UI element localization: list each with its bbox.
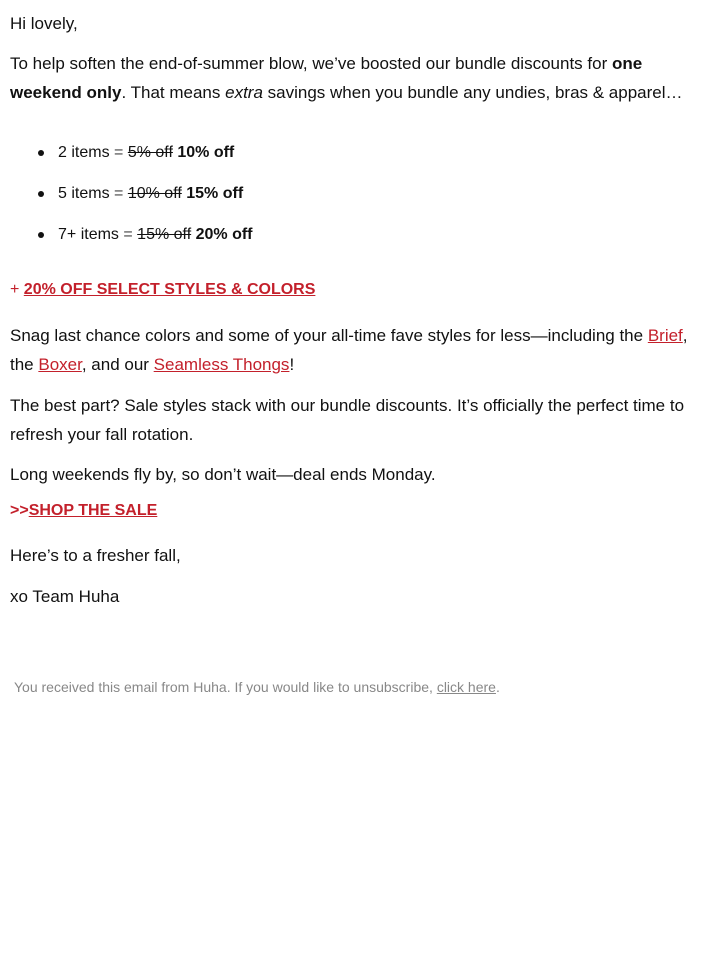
greeting: Hi lovely,: [10, 14, 78, 33]
intro-paragraph: [10, 49, 700, 107]
signoff: xo Team Huha: [10, 587, 120, 606]
bundle-list: [38, 138, 253, 261]
bundle-old-discount: 10% off: [127, 185, 182, 202]
shop-prefix: >>: [10, 502, 29, 519]
bundle-eq: =: [114, 185, 124, 202]
shop-the-sale: [10, 502, 157, 520]
snag-text: Snag last chance colors and some of your all-time fave styles for less—including the: [10, 326, 648, 345]
intro-text: . That means: [121, 83, 226, 102]
intro-italic: extra: [225, 83, 263, 102]
bundle-eq: =: [123, 226, 133, 243]
snag-text: !: [289, 355, 295, 374]
bundle-new-discount: 10% off: [177, 144, 235, 161]
boxer-link[interactable]: Boxer: [38, 355, 82, 374]
bundle-items: 7+ items: [58, 226, 119, 243]
list-item: [38, 220, 253, 261]
bundle-new-discount: 20% off: [195, 226, 253, 243]
bundle-old-discount: 15% off: [137, 226, 192, 243]
bundle-items: 2 items: [58, 144, 110, 161]
bundle-eq: =: [114, 144, 124, 161]
snag-text: , the: [10, 326, 688, 374]
footer-text: You received this email from Huha. If you would like to unsubscribe,: [14, 679, 437, 695]
footer-end: .: [495, 679, 500, 695]
promo-link[interactable]: 20% OFF SELECT STYLES & COLORS: [23, 281, 316, 298]
brief-link[interactable]: Brief: [647, 326, 683, 345]
promo-heading: [10, 281, 315, 299]
intro-text: savings when you bundle any undies, bras & apparel…: [262, 83, 683, 102]
list-item: [38, 179, 253, 220]
promo-plus: +: [10, 281, 24, 298]
unsubscribe-footer: [14, 679, 500, 695]
best-part-paragraph: The best part? Sale styles stack with our bundle discounts. It’s officially the perfect time to refresh your fall rotation.: [10, 396, 685, 444]
seamless-thongs-link[interactable]: Seamless Thongs: [153, 355, 290, 374]
intro-bold: one weekend only: [10, 54, 643, 102]
snag-text: , and our: [81, 355, 154, 374]
closing-line: Here’s to a fresher fall,: [10, 546, 181, 565]
unsubscribe-link[interactable]: click here: [436, 679, 496, 695]
list-item: [38, 138, 253, 179]
bundle-new-discount: 15% off: [186, 185, 244, 202]
bundle-old-discount: 5% off: [127, 144, 173, 161]
intro-text: To help soften the end-of-summer blow, we’ve boosted our bundle discounts for: [10, 54, 612, 73]
bundle-items: 5 items: [58, 185, 110, 202]
long-weekend-paragraph: Long weekends fly by, so don’t wait—deal ends Monday.: [10, 465, 436, 484]
snag-paragraph: [10, 321, 700, 379]
shop-the-sale-link[interactable]: SHOP THE SALE: [28, 502, 158, 519]
